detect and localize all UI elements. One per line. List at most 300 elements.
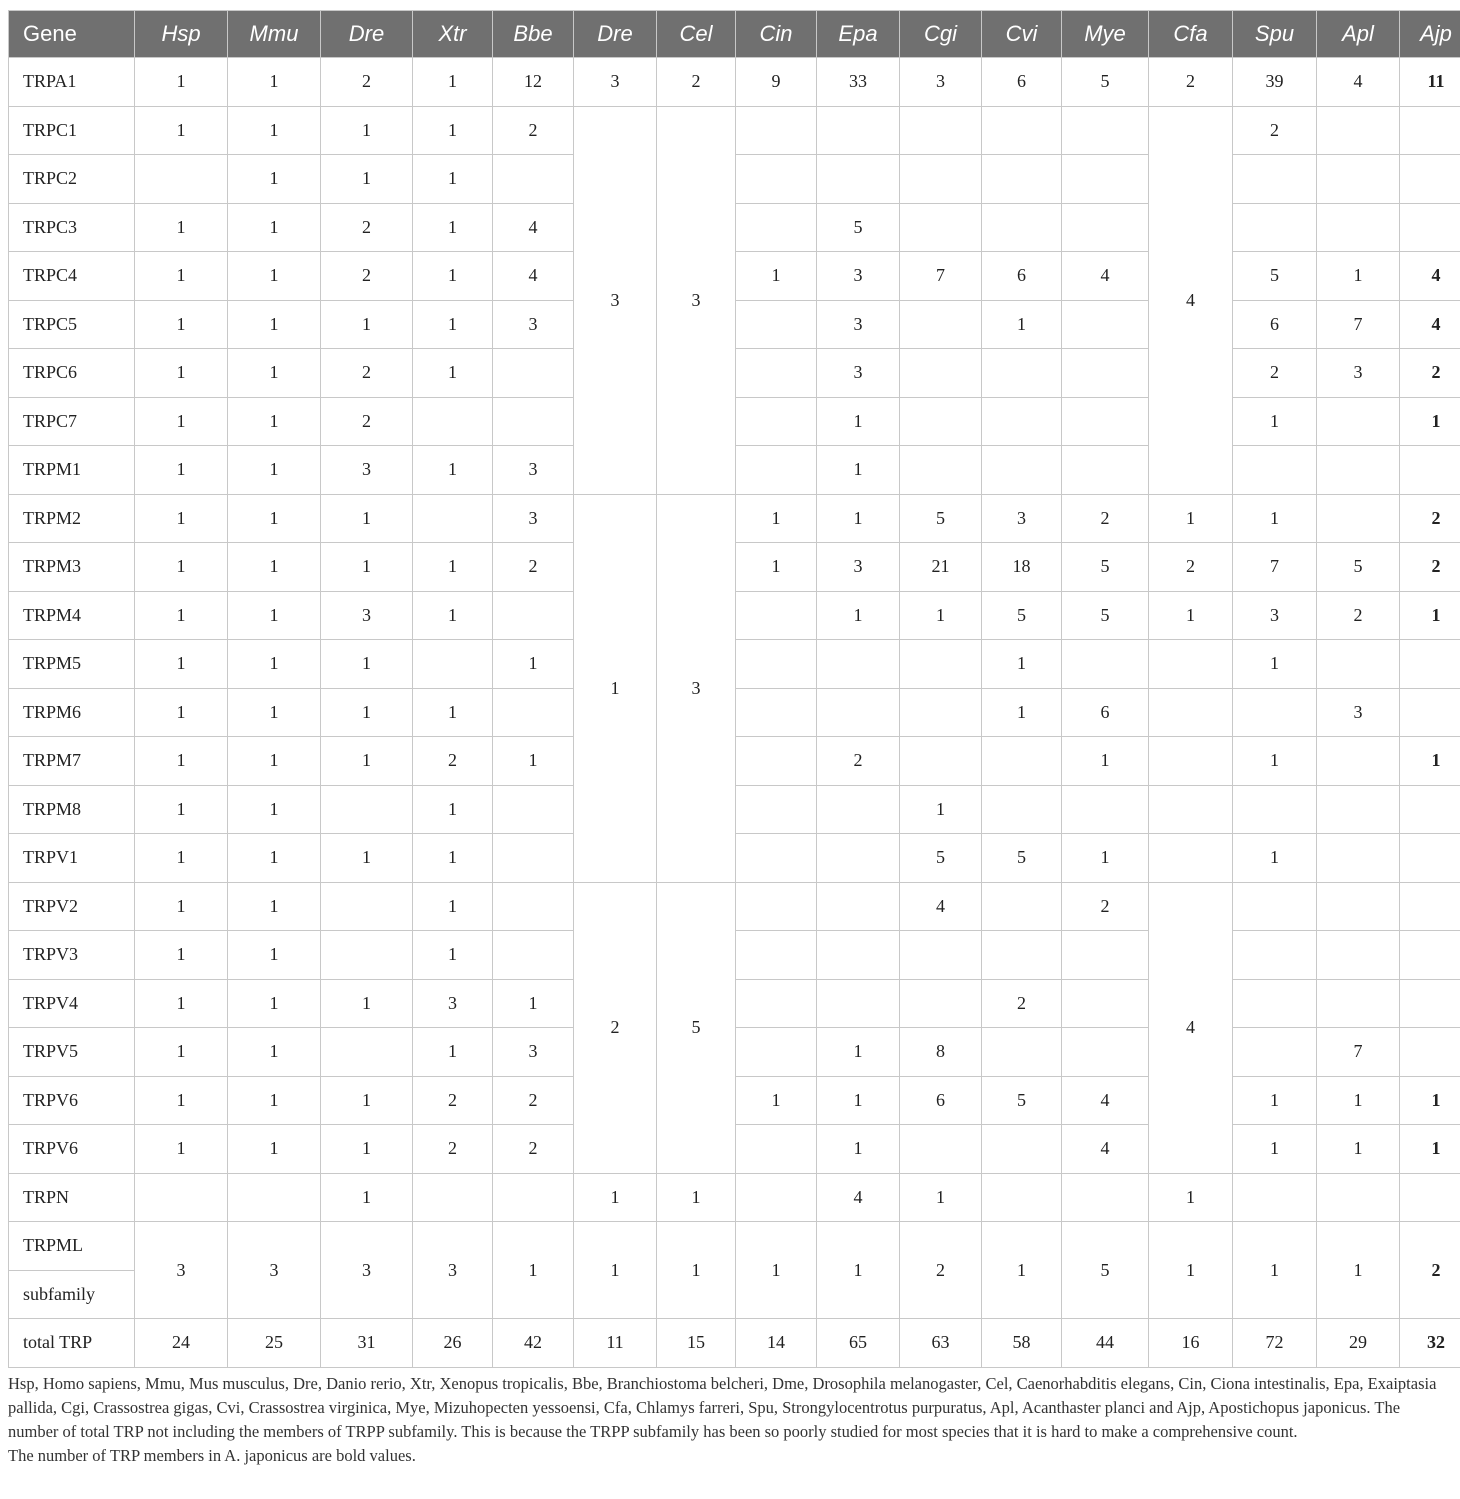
table-cell: 1 <box>413 882 493 931</box>
table-cell: 2 <box>321 58 413 107</box>
table-cell: 6 <box>982 252 1062 301</box>
table-cell: 1 <box>228 1076 321 1125</box>
total-cell: 29 <box>1317 1319 1400 1368</box>
table-cell <box>413 397 493 446</box>
table-cell <box>1317 1173 1400 1222</box>
table-cell: 3 <box>321 446 413 495</box>
gene-name: TRPV2 <box>9 882 135 931</box>
table-cell: 5 <box>982 591 1062 640</box>
table-cell: 1 <box>135 1028 228 1077</box>
table-cell <box>1062 640 1149 689</box>
table-cell <box>1317 640 1400 689</box>
table-cell <box>413 1173 493 1222</box>
gene-name: TRPN <box>9 1173 135 1222</box>
table-cell: 1 <box>135 58 228 107</box>
table-cell <box>1317 737 1400 786</box>
table-cell: 1 <box>1149 1173 1233 1222</box>
table-cell: 5 <box>900 834 982 883</box>
table-cell: 1 <box>228 785 321 834</box>
table-cell: 2 <box>493 1125 574 1174</box>
table-cell: 2 <box>1149 58 1233 107</box>
table-cell: 1 <box>228 688 321 737</box>
table-cell <box>900 446 982 495</box>
table-cell: 3 <box>1317 688 1400 737</box>
table-cell <box>736 1173 817 1222</box>
table-cell: 1 <box>736 252 817 301</box>
table-cell: 1 <box>413 300 493 349</box>
table-cell: 3 <box>574 58 657 107</box>
table-cell: 1 <box>135 252 228 301</box>
col-header-hsp: Hsp <box>135 11 228 58</box>
table-cell <box>1062 203 1149 252</box>
table-cell: 39 <box>1233 58 1317 107</box>
table-cell: 2 <box>1317 591 1400 640</box>
gene-name: TRPM8 <box>9 785 135 834</box>
merged-cell-cfa-trpc: 4 <box>1149 106 1233 494</box>
merged-cell-cel-trpm: 3 <box>657 494 736 882</box>
table-row <box>9 1222 1460 1271</box>
table-cell-ajp: 2 <box>1400 1222 1460 1319</box>
table-cell <box>900 397 982 446</box>
table-cell <box>736 155 817 204</box>
table-cell <box>493 834 574 883</box>
table-cell <box>982 882 1062 931</box>
total-cell: 16 <box>1149 1319 1233 1368</box>
table-cell: 8 <box>900 1028 982 1077</box>
table-cell: 1 <box>1149 494 1233 543</box>
table-cell <box>1062 155 1149 204</box>
table-cell: 1 <box>900 785 982 834</box>
footnote-abbreviations: Hsp, Homo sapiens, Mmu, Mus musculus, Dre, Danio rerio, Xtr, Xenopus tropicalis, Bbe, Branchiostoma belcheri, Dme, Drosophila melanogaster, Cel, Caenorhabditis elegans, Cin, Ciona intestinalis, Epa, Exaiptasia pallida, Cgi, Crassostrea gigas, Cvi, Crassostrea virginica, Mye, Mizuhopecten yessoensi, Cfa, Chlamys farreri, Spu, Strongylocentrotus purpuratus, Apl, Acanthaster planci and Ajp, Apostichopus japonicus. The number of total TRP not including the members of TRPP subfamily. This is because the TRPP subfamily has been so poorly studied for most species that it is hard to make a comprehensive count. <box>8 1374 1437 1441</box>
table-cell-ajp <box>1400 785 1460 834</box>
table-cell: 1 <box>135 785 228 834</box>
table-cell <box>900 688 982 737</box>
table-cell <box>982 1028 1062 1077</box>
table-cell: 1 <box>135 882 228 931</box>
table-cell: 3 <box>1317 349 1400 398</box>
merged-cell-cel-trpc: 3 <box>657 106 736 494</box>
table-cell: 3 <box>135 1222 228 1319</box>
gene-name: TRPM2 <box>9 494 135 543</box>
total-cell: 58 <box>982 1319 1062 1368</box>
table-cell <box>982 155 1062 204</box>
table-cell-ajp: 1 <box>1400 1076 1460 1125</box>
table-cell <box>736 1125 817 1174</box>
table-cell: 1 <box>135 1076 228 1125</box>
table-cell: 1 <box>736 543 817 592</box>
table-cell: 1 <box>228 106 321 155</box>
header-row <box>9 11 1460 58</box>
table-cell: 3 <box>321 591 413 640</box>
gene-name: TRPC5 <box>9 300 135 349</box>
table-cell: 5 <box>1062 543 1149 592</box>
table-cell <box>1317 931 1400 980</box>
table-cell: 1 <box>228 979 321 1028</box>
table-cell <box>736 785 817 834</box>
gene-name: TRPC2 <box>9 155 135 204</box>
table-cell-ajp <box>1400 1028 1460 1077</box>
table-cell <box>1149 785 1233 834</box>
merged-cell-cel-trpv: 5 <box>657 882 736 1173</box>
table-cell: 5 <box>900 494 982 543</box>
col-header-mmu: Mmu <box>228 11 321 58</box>
table-cell <box>982 1125 1062 1174</box>
table-cell <box>413 640 493 689</box>
table-cell: 1 <box>228 300 321 349</box>
footnote-bold-note: The number of TRP members in A. japonicus are bold values. <box>8 1446 416 1465</box>
table-cell: 1 <box>413 688 493 737</box>
table-cell: 3 <box>817 300 900 349</box>
table-cell-ajp <box>1400 640 1460 689</box>
table-cell: 1 <box>228 58 321 107</box>
col-header-gene: Gene <box>9 11 135 58</box>
table-cell <box>982 203 1062 252</box>
table-cell <box>1062 446 1149 495</box>
table-cell: 1 <box>1317 1222 1400 1319</box>
table-cell: 3 <box>817 252 900 301</box>
table-cell: 1 <box>228 882 321 931</box>
table-cell <box>321 1028 413 1077</box>
table-cell: 18 <box>982 543 1062 592</box>
table-cell: 4 <box>1062 252 1149 301</box>
table-cell: 1 <box>321 1076 413 1125</box>
col-header-dre: Dre <box>321 11 413 58</box>
table-cell: 1 <box>228 543 321 592</box>
table-cell: 1 <box>321 979 413 1028</box>
table-cell: 2 <box>321 349 413 398</box>
table-cell <box>1233 882 1317 931</box>
table-cell: 1 <box>413 591 493 640</box>
table-cell <box>493 931 574 980</box>
table-cell: 1 <box>135 688 228 737</box>
table-cell <box>1062 979 1149 1028</box>
table-cell: 1 <box>657 1222 736 1319</box>
table-cell: 2 <box>493 1076 574 1125</box>
table-cell: 3 <box>982 494 1062 543</box>
merged-cell-dme-trpm: 1 <box>574 494 657 882</box>
table-cell: 2 <box>493 543 574 592</box>
gene-name: TRPV1 <box>9 834 135 883</box>
table-cell: 1 <box>817 1125 900 1174</box>
table-cell: 1 <box>321 300 413 349</box>
col-header-spu: Spu <box>1233 11 1317 58</box>
merged-cell-dme-trpc: 3 <box>574 106 657 494</box>
table-cell: 1 <box>493 640 574 689</box>
col-header-bbe: Bbe <box>493 11 574 58</box>
table-cell <box>1233 785 1317 834</box>
table-cell: 5 <box>982 834 1062 883</box>
table-cell: 6 <box>900 1076 982 1125</box>
table-cell: 1 <box>1233 397 1317 446</box>
table-cell: 1 <box>135 640 228 689</box>
gene-name: TRPV6 <box>9 1125 135 1174</box>
table-cell <box>493 155 574 204</box>
table-footnote <box>8 1372 1452 1468</box>
table-cell-ajp: 2 <box>1400 494 1460 543</box>
table-cell: 1 <box>493 737 574 786</box>
table-cell <box>900 640 982 689</box>
table-cell: 9 <box>736 58 817 107</box>
table-cell <box>1062 349 1149 398</box>
table-cell <box>228 1173 321 1222</box>
table-cell <box>736 737 817 786</box>
gene-name: TRPA1 <box>9 58 135 107</box>
table-cell: 2 <box>900 1222 982 1319</box>
table-row <box>9 1173 1460 1222</box>
table-cell <box>1233 155 1317 204</box>
table-cell <box>1062 397 1149 446</box>
table-cell <box>900 1125 982 1174</box>
table-cell: 2 <box>982 979 1062 1028</box>
gene-name: TRPM1 <box>9 446 135 495</box>
col-header-apl: Apl <box>1317 11 1400 58</box>
table-cell <box>982 397 1062 446</box>
table-cell <box>982 106 1062 155</box>
table-cell <box>736 591 817 640</box>
table-cell <box>1062 106 1149 155</box>
table-cell <box>736 640 817 689</box>
table-cell: 3 <box>493 300 574 349</box>
trp-gene-table <box>8 10 1460 1368</box>
table-cell: 1 <box>228 397 321 446</box>
table-cell-ajp <box>1400 834 1460 883</box>
table-row <box>9 882 1460 931</box>
table-cell-ajp <box>1400 106 1460 155</box>
table-cell <box>982 737 1062 786</box>
table-cell: 1 <box>321 106 413 155</box>
table-cell: 7 <box>1317 1028 1400 1077</box>
table-cell-ajp <box>1400 931 1460 980</box>
merged-cell-cfa-trpv: 4 <box>1149 882 1233 1173</box>
table-cell <box>1149 834 1233 883</box>
table-cell: 2 <box>413 1076 493 1125</box>
table-cell: 2 <box>413 1125 493 1174</box>
total-cell: 11 <box>574 1319 657 1368</box>
table-cell: 1 <box>321 543 413 592</box>
total-cell-ajp: 32 <box>1400 1319 1460 1368</box>
table-cell <box>1317 203 1400 252</box>
col-header-ajp: Ajp <box>1400 11 1460 58</box>
table-cell: 1 <box>1233 1222 1317 1319</box>
table-cell: 3 <box>900 58 982 107</box>
table-cell <box>493 882 574 931</box>
col-header-cgi: Cgi <box>900 11 982 58</box>
table-cell: 1 <box>413 1028 493 1077</box>
table-cell: 1 <box>982 1222 1062 1319</box>
total-cell: 72 <box>1233 1319 1317 1368</box>
table-cell <box>1317 979 1400 1028</box>
table-cell <box>817 882 900 931</box>
table-cell <box>736 349 817 398</box>
table-cell <box>1062 1173 1149 1222</box>
table-cell <box>1233 1028 1317 1077</box>
col-header-mye: Mye <box>1062 11 1149 58</box>
table-cell <box>817 979 900 1028</box>
table-cell-ajp: 1 <box>1400 737 1460 786</box>
table-cell <box>1317 785 1400 834</box>
total-cell: 44 <box>1062 1319 1149 1368</box>
table-cell: 1 <box>817 1076 900 1125</box>
table-cell <box>982 1173 1062 1222</box>
table-cell: 6 <box>982 58 1062 107</box>
total-cell: 65 <box>817 1319 900 1368</box>
table-cell: 21 <box>900 543 982 592</box>
table-cell: 1 <box>321 155 413 204</box>
table-cell: 1 <box>574 1222 657 1319</box>
table-cell <box>817 834 900 883</box>
table-cell <box>736 106 817 155</box>
table-cell: 4 <box>493 203 574 252</box>
table-cell: 2 <box>1062 494 1149 543</box>
table-cell: 3 <box>413 1222 493 1319</box>
table-cell: 1 <box>228 349 321 398</box>
table-cell: 1 <box>493 1222 574 1319</box>
table-cell <box>493 688 574 737</box>
table-cell: 1 <box>1233 834 1317 883</box>
table-cell: 3 <box>493 446 574 495</box>
table-cell: 1 <box>413 349 493 398</box>
table-cell: 1 <box>413 931 493 980</box>
col-header-dre-2: Dre <box>574 11 657 58</box>
table-cell: 3 <box>413 979 493 1028</box>
table-cell-ajp <box>1400 155 1460 204</box>
table-cell: 2 <box>1149 543 1233 592</box>
col-header-cfa: Cfa <box>1149 11 1233 58</box>
table-cell: 2 <box>321 397 413 446</box>
table-cell: 1 <box>817 591 900 640</box>
table-cell <box>736 979 817 1028</box>
table-cell: 33 <box>817 58 900 107</box>
table-cell: 1 <box>135 397 228 446</box>
table-cell <box>1317 494 1400 543</box>
table-cell: 1 <box>413 834 493 883</box>
table-cell: 1 <box>135 737 228 786</box>
table-cell-ajp: 4 <box>1400 252 1460 301</box>
table-cell: 1 <box>817 1222 900 1319</box>
table-cell: 1 <box>1149 1222 1233 1319</box>
table-cell-ajp: 1 <box>1400 591 1460 640</box>
table-cell: 2 <box>817 737 900 786</box>
table-cell <box>736 203 817 252</box>
table-cell <box>493 397 574 446</box>
table-cell: 1 <box>135 106 228 155</box>
table-cell <box>817 640 900 689</box>
gene-name: TRPC4 <box>9 252 135 301</box>
table-cell-ajp: 1 <box>1400 1125 1460 1174</box>
table-cell: 3 <box>817 543 900 592</box>
table-cell <box>1317 155 1400 204</box>
table-cell <box>1062 300 1149 349</box>
table-cell <box>900 300 982 349</box>
table-cell <box>1317 834 1400 883</box>
table-cell <box>1149 640 1233 689</box>
total-cell: 24 <box>135 1319 228 1368</box>
col-header-xtr: Xtr <box>413 11 493 58</box>
table-cell: 2 <box>413 737 493 786</box>
table-cell: 1 <box>135 931 228 980</box>
table-cell: 1 <box>135 834 228 883</box>
table-cell <box>736 882 817 931</box>
table-cell <box>321 882 413 931</box>
gene-name: TRPC1 <box>9 106 135 155</box>
table-cell: 1 <box>135 300 228 349</box>
table-cell-ajp <box>1400 446 1460 495</box>
table-cell: 4 <box>817 1173 900 1222</box>
table-cell <box>1233 446 1317 495</box>
table-cell: 1 <box>228 931 321 980</box>
table-cell <box>1233 688 1317 737</box>
table-cell: 1 <box>228 1125 321 1174</box>
table-cell: 1 <box>413 203 493 252</box>
table-cell: 1 <box>1317 252 1400 301</box>
table-cell: 1 <box>1233 1076 1317 1125</box>
table-cell: 7 <box>1233 543 1317 592</box>
gene-name: TRPV3 <box>9 931 135 980</box>
total-cell: 15 <box>657 1319 736 1368</box>
table-cell: 1 <box>817 1028 900 1077</box>
table-cell <box>817 785 900 834</box>
table-cell: 1 <box>736 494 817 543</box>
table-cell <box>1149 737 1233 786</box>
table-cell-ajp: 2 <box>1400 349 1460 398</box>
table-cell: 1 <box>1233 1125 1317 1174</box>
gene-name: TRPM6 <box>9 688 135 737</box>
table-cell: 3 <box>321 1222 413 1319</box>
table-cell: 3 <box>817 349 900 398</box>
table-cell-ajp: 1 <box>1400 397 1460 446</box>
table-cell: 1 <box>574 1173 657 1222</box>
table-cell: 2 <box>493 106 574 155</box>
table-cell <box>817 688 900 737</box>
total-cell: 63 <box>900 1319 982 1368</box>
table-cell: 1 <box>413 446 493 495</box>
table-cell <box>817 155 900 204</box>
table-cell: 6 <box>1233 300 1317 349</box>
table-cell: 1 <box>493 979 574 1028</box>
table-cell <box>1062 931 1149 980</box>
table-cell: 1 <box>1149 591 1233 640</box>
table-cell <box>736 834 817 883</box>
table-cell: 1 <box>1062 834 1149 883</box>
table-cell: 3 <box>1233 591 1317 640</box>
table-cell: 1 <box>228 494 321 543</box>
table-cell: 1 <box>1317 1125 1400 1174</box>
table-cell <box>736 446 817 495</box>
table-cell: 1 <box>228 252 321 301</box>
table-cell-ajp: 2 <box>1400 543 1460 592</box>
table-cell <box>321 931 413 980</box>
table-cell: 7 <box>900 252 982 301</box>
table-cell <box>1233 203 1317 252</box>
table-cell: 5 <box>1062 591 1149 640</box>
table-cell: 1 <box>1317 1076 1400 1125</box>
table-cell: 1 <box>228 640 321 689</box>
table-cell: 1 <box>321 688 413 737</box>
table-cell <box>1317 397 1400 446</box>
table-cell-ajp <box>1400 979 1460 1028</box>
table-cell: 1 <box>413 58 493 107</box>
table-cell: 1 <box>1062 737 1149 786</box>
table-cell: 1 <box>135 349 228 398</box>
total-cell: 42 <box>493 1319 574 1368</box>
table-cell: 1 <box>135 203 228 252</box>
gene-name: TRPV4 <box>9 979 135 1028</box>
total-cell: 31 <box>321 1319 413 1368</box>
table-cell: 1 <box>900 1173 982 1222</box>
table-cell: 1 <box>228 591 321 640</box>
gene-name: TRPC3 <box>9 203 135 252</box>
table-cell: 7 <box>1317 300 1400 349</box>
